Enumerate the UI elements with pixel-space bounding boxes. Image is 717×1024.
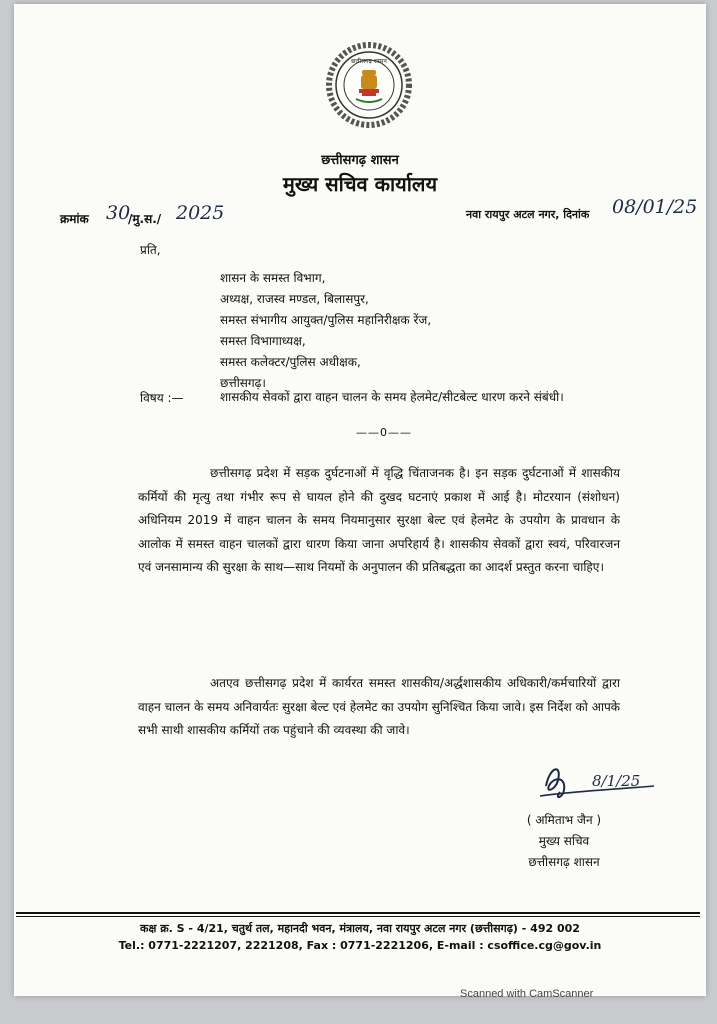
footer-divider-thin xyxy=(16,916,700,917)
to-label: प्रति, xyxy=(140,243,161,257)
recipient-line: शासन के समस्त विभाग, xyxy=(220,271,326,285)
reference-number: 30 xyxy=(106,202,131,224)
reference-year: 2025 xyxy=(176,202,225,224)
office-title: मुख्य सचिव कार्यालय xyxy=(282,172,438,196)
recipient-address xyxy=(220,268,431,394)
svg-text:छत्तीसगढ़ शासन: छत्तीसगढ़ शासन xyxy=(351,58,387,65)
signatory-block xyxy=(504,810,624,873)
subject-text: शासकीय सेवकों द्वारा वाहन चालन के समय हेलमेट/सीटबेल्ट धारण करने संबंधी। xyxy=(220,390,564,404)
footer-contact: Tel.: 0771-2221207, 2221208, Fax : 0771-2221206, E-mail : csoffice.cg@gov.in xyxy=(118,939,602,952)
letter-page xyxy=(14,4,706,1000)
recipient-line: समस्त विभागाध्यक्ष, xyxy=(220,334,306,348)
signature-date: 8/1/25 xyxy=(592,772,641,790)
signatory-org: छत्तीसगढ़ शासन xyxy=(528,855,600,869)
body-paragraph-1: छत्तीसगढ़ प्रदेश में सड़क दुर्घटनाओं में वृद्धि चिंताजनक है। इन सड़क दुर्घटनाओं में शासकीय कर्मियों की मृत्यु तथा गंभीर रूप से घायल होने की दुखद घटनाएं प्रकाश में आई है। मोटरयान (संशोधन) अधिनियम 2019 में वाहन चालन के समय नियमानुसार सुरक्षा बेल्ट एवं हेलमेट के उपयोग के प्रावधान के आलोक में समस्त वाहन चालकों द्वारा धारण किया जाना अपरिहार्य है। शासकीय सेवकों द्वारा स्वयं, परिवारजन एवं जनसामान्य की सुरक्षा के साथ—साथ नियमों के अनुपालन की प्रतिबद्धता का आदर्श प्रस्तुत करना चाहिए। xyxy=(138,466,620,574)
recipient-line: समस्त संभागीय आयुक्त/पुलिस महानिरीक्षक रेंज, xyxy=(220,313,432,327)
government-name: छत्तीसगढ़ शासन xyxy=(321,153,399,168)
signatory-name: ( अमिताभ जैन ) xyxy=(526,813,602,827)
recipient-line: अध्यक्ष, राजस्व मण्डल, बिलासपुर, xyxy=(220,292,369,306)
footer-divider xyxy=(16,912,700,914)
date-label: नवा रायपुर अटल नगर, दिनांक xyxy=(466,208,590,221)
date-value: 08/01/25 xyxy=(612,196,698,218)
separator: ——0—— xyxy=(356,426,412,439)
signatory-designation: मुख्य सचिव xyxy=(538,834,590,848)
chhattisgarh-emblem-logo xyxy=(326,42,412,128)
body-paragraph-2: अतएव छत्तीसगढ़ प्रदेश में कार्यरत समस्त शासकीय/अर्द्धशासकीय अधिकारी/कर्मचारियों द्वारा वाहन चालन के समय अनिवार्यतः सुरक्षा बेल्ट एवं हेलमेट का उपयोग सुनिश्चित किया जावे। इस निर्देश को आपके सभी साथी शासकीय कर्मियों तक पहुंचाने की व्यवस्था की जावे। xyxy=(138,676,620,737)
subject-label: विषय :— xyxy=(140,391,184,405)
recipient-line: समस्त कलेक्टर/पुलिस अधीक्षक, xyxy=(220,355,361,369)
handwritten-signature xyxy=(536,756,656,812)
reference-label: क्रमांक xyxy=(60,212,89,226)
scanner-watermark: Scanned with CamScanner xyxy=(460,988,594,1000)
footer-address: कक्ष क्र. S - 4/21, चतुर्थ तल, महानदी भवन, मंत्रालय, नवा रायपुर अटल नगर (छत्तीसगढ़) - 492 002 xyxy=(140,922,580,935)
reference-middle: /मु.स./ xyxy=(128,212,162,226)
recipient-line: छत्तीसगढ़। xyxy=(220,376,266,390)
